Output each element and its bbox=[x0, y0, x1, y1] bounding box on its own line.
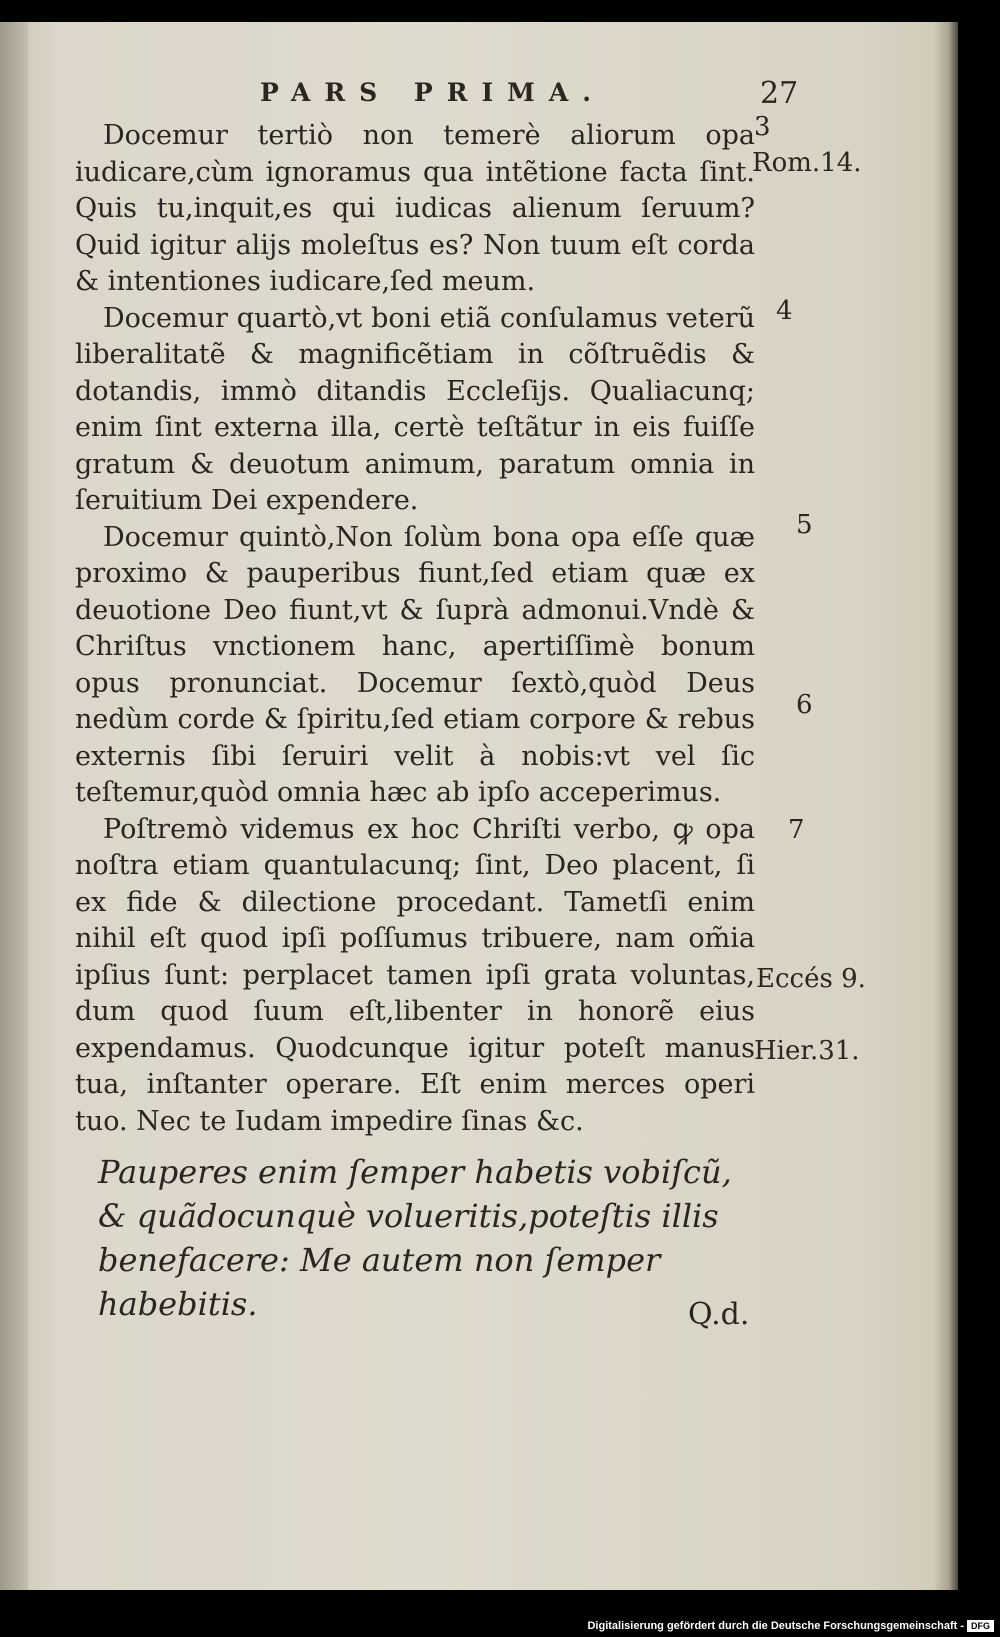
paragraph-2: Docemur quartò,vt boni etiã conſulamus veterũ liberalitatẽ & magnificẽtiam in cõſtruẽdis & dotandis, immò ditandis Eccleſijs. Qualiacunq; enim ſint externa illa, certè teſtãtur in eis fuiſſe gratum & deuotum animum, paratum omnia in ſeruitium Dei expendere. bbox=[75, 302, 755, 516]
margin-note-3: 3 bbox=[754, 112, 771, 142]
margin-note-4: 4 bbox=[776, 296, 793, 326]
margin-note-hier: Hier.31. bbox=[754, 1036, 860, 1066]
paragraph-3: Docemur quintò,Non ſolùm bona opa eſſe quæ proximo & pauperibus fiunt,ſed etiam quæ ex deuotione Deo fiunt,vt & ſuprà admonui.Vndè & Chriſtus vnctionem hanc, apertiſſimè bonum opus pronunciat. Docemur ſextò,quòd Deus nedùm corde & ſpiritu,ſed etiam corpore & rebus externis ſibi ſeruiri velit à nobis:vt vel ſic teſtemur,quòd omnia hæc ab ipſo acceperimus. bbox=[75, 521, 755, 808]
scripture-quote: Pauperes enim ſemper habetis vobiſcũ, & quãdocunquè volueritis,poteſtis illis benefacere: Me autem non ſemper habebitis. bbox=[98, 1153, 732, 1323]
credit-text: Digitalisierung gefördert durch die Deutsche Forschungsgemeinschaft - bbox=[587, 1620, 964, 1632]
paragraph-4: Poſtremò videmus ex hoc Chriſti verbo, ꝙ opa noſtra etiam quantulacunq; ſint, Deo placent, ſi ex fide & dilectione procedant. Tametſi enim nihil eſt quod ipſi poſſumus tribuere, nam om̃ia ipſius ſunt: perplacet tamen ipſi grata voluntas, dum quod ſuum eſt,libenter in honorẽ eius expendamus. Quodcunque igitur poteſt manus tua, inſtanter operare. Eſt enim merces operi tuo. Nec te Iudam impedire ſinas &c. bbox=[75, 813, 755, 1137]
catchword: Q.d. bbox=[688, 1297, 750, 1332]
page-edge bbox=[935, 22, 958, 1590]
dfg-logo: DFG bbox=[967, 1620, 994, 1632]
running-head: PARS PRIMA. bbox=[260, 78, 605, 107]
body-text bbox=[75, 118, 755, 1140]
margin-note-6: 6 bbox=[796, 690, 813, 720]
margin-note-rom: Rom.14. bbox=[752, 148, 862, 178]
margin-note-eccles: Eccés 9. bbox=[756, 964, 866, 994]
page-gutter bbox=[0, 22, 28, 1590]
digitization-credit bbox=[587, 1620, 994, 1632]
paragraph-1: Docemur tertiò non temerè aliorum opa iudicare,cùm ignoramus qua intẽtione facta ſint. Quis tu,inquit,es qui iudicas alienum ſeruum? Quid igitur alijs moleſtus es? Non tuum eſt corda & intentiones iudicare,ſed meum. bbox=[75, 120, 755, 297]
page-number: 27 bbox=[760, 76, 799, 111]
margin-note-5: 5 bbox=[796, 510, 813, 540]
margin-note-7: 7 bbox=[788, 815, 805, 845]
